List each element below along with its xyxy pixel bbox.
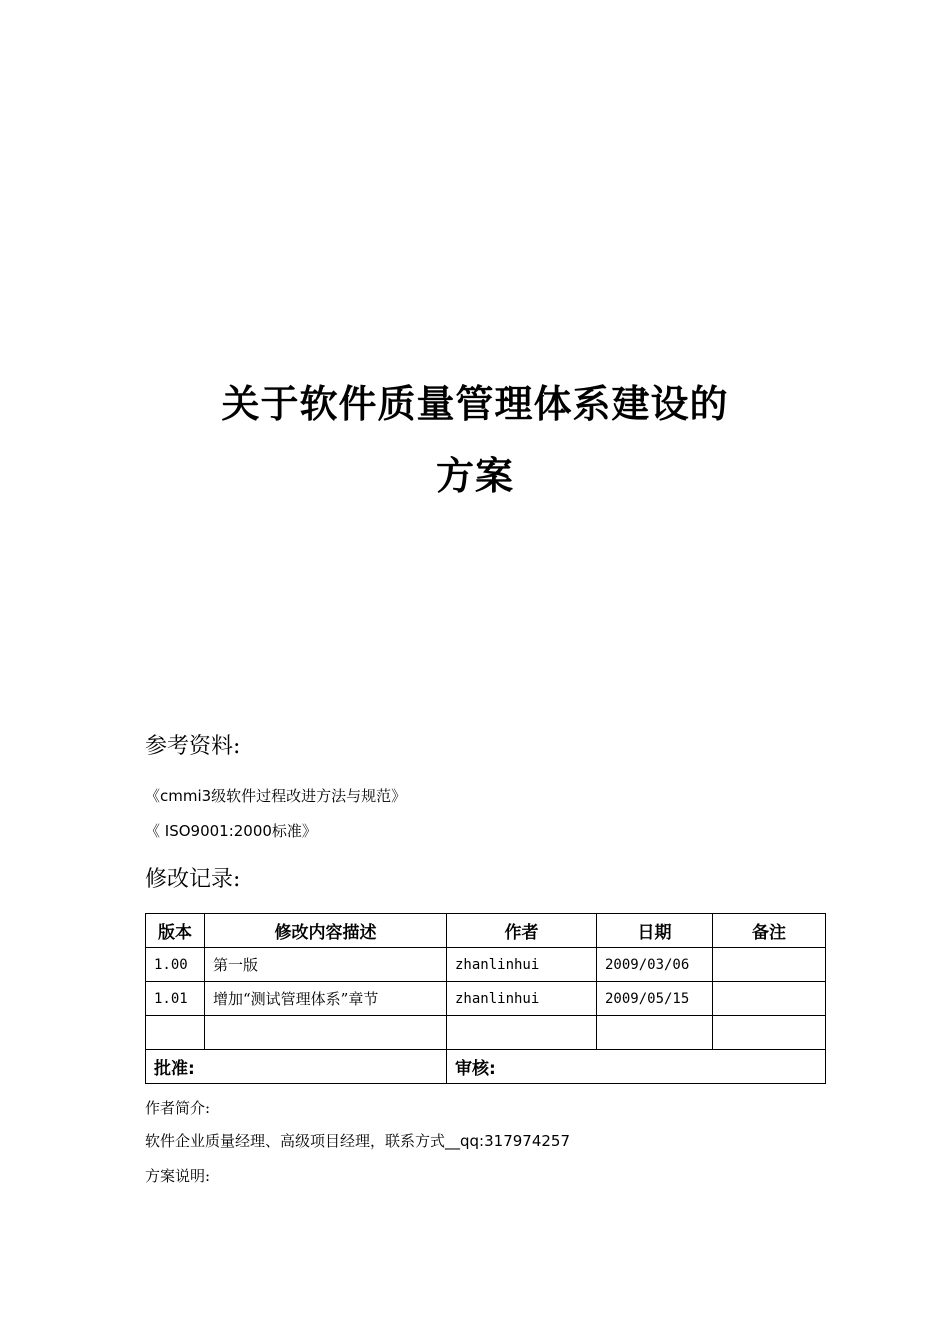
plan-description-label: 方案说明: [145,1167,211,1185]
table-header-row [146,914,826,948]
author-intro-text [145,1131,570,1151]
table-row [146,982,826,1016]
cell-version [146,1016,205,1050]
review-label: 审核: [447,1050,826,1084]
column-header-version: 版本 [146,914,205,948]
column-header-date: 日期 [597,914,713,948]
author-description: 软件企业质量经理、高级项目经理，联系方式 [145,1132,446,1150]
cell-description: 第一版 [205,948,447,982]
cell-author [447,1016,597,1050]
author-intro-label: 作者简介: [145,1099,211,1117]
document-title-line2: 方案 [435,454,514,498]
reference-item: 《 ISO9001:2000标准》 [145,822,317,840]
cell-remarks [713,1016,826,1050]
references-heading: 参考资料: [145,734,241,759]
revision-heading: 修改记录: [145,867,241,892]
revision-table [145,913,826,1084]
cell-author: zhanlinhui [447,982,597,1016]
table-row [146,1016,826,1050]
cell-description [205,1016,447,1050]
cell-remarks [713,948,826,982]
approve-label: 批准: [146,1050,447,1084]
reference-item: 《cmmi3级软件过程改进方法与规范》 [145,787,407,805]
cell-remarks [713,982,826,1016]
column-header-author: 作者 [447,914,597,948]
cell-version: 1.00 [146,948,205,982]
signature-row [146,1050,826,1084]
cell-date [597,1016,713,1050]
column-header-description: 修改内容描述 [205,914,447,948]
cell-author: zhanlinhui [447,948,597,982]
cell-version: 1.01 [146,982,205,1016]
cell-description: 增加“测试管理体系”章节 [205,982,447,1016]
document-title-line1: 关于软件质量管理体系建设的 [221,382,729,426]
cell-date: 2009/05/15 [597,982,713,1016]
cell-date: 2009/03/06 [597,948,713,982]
column-header-remarks: 备注 [713,914,826,948]
author-contact: __qq:317974257 [445,1132,571,1150]
table-row [146,948,826,982]
